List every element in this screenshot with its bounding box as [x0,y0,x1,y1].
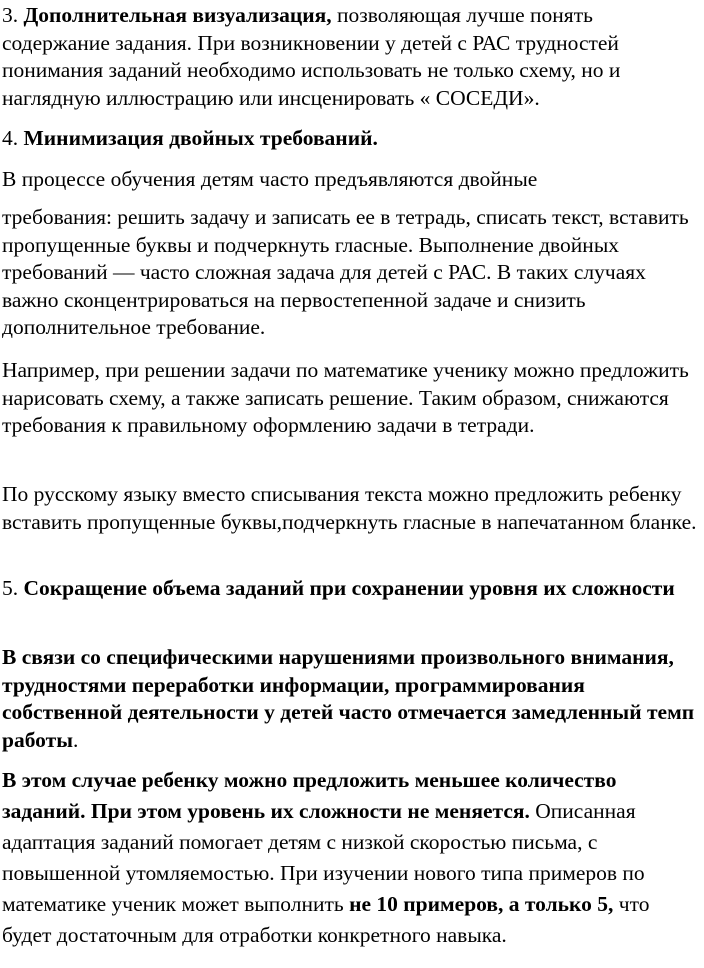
bold-text: не 10 примеров, а только 5, [349,892,614,916]
paragraph-text: позволяющая лучше понять содержание задания. При возникновении у детей с РАС трудностей понимания заданий необходимо использовать не только схему, но и наглядную иллюстрацию или инсценировать « СОСЕДИ». [2,3,621,110]
bold-text: В этом случае ребенку можно предложить меньшее количество заданий. При этом уровень их сложности не меняется. [2,768,617,823]
paragraph-fewer-tasks [2,765,700,951]
paragraph-text: требования: решить задачу и записать ее в тетрадь, списать текст, вставить пропущенные буквы и подчеркнуть гласные. Выполнение двойных требований — часто сложная задача для детей с РАС. В таких случаях важно сконцентрироваться на первостепенной задаче и снизить дополнительное требование. [2,205,689,339]
item-number: 5. [2,576,24,600]
item-number: 4. [2,126,24,150]
paragraph-text: В процессе обучения детям часто предъявляются двойные [2,167,538,191]
paragraph-text: По русскому языку вместо списывания текста можно предложить ребенку вставить пропущенные буквы,подчеркнуть гласные в напечатанном бланке. [2,482,697,534]
heading-reduce-volume [2,575,700,603]
paragraph-math-example [2,357,700,440]
paragraph-russian-example [2,481,700,536]
item-heading: Дополнительная визуализация, [23,3,332,27]
paragraph-text: что будет достаточным для отработки конкретного навыка. [2,892,650,947]
paragraph-double-requirements-intro [2,166,700,194]
item-heading: Сокращение объема заданий при сохранении уровня их сложности [23,576,675,600]
heading-double-requirements [2,125,700,153]
paragraph-text: . [73,727,79,752]
paragraph-text: Описанная адаптация заданий помогает детям с низкой скоростью письма, с повышенной утомляемостью. При изучении нового типа примеров по математике ученик может выполнить [2,799,645,916]
paragraph-double-requirements [2,204,700,342]
paragraph-slow-pace [2,644,700,754]
item-heading: Минимизация двойных требований. [23,126,378,150]
item-number: 3. [2,3,24,27]
paragraph-visualization [2,2,700,112]
paragraph-text: Например, при решении задачи по математике ученику можно предложить нарисовать схему, а также записать решение. Таким образом, снижаются требования к правильному оформлению задачи в тетради. [2,358,689,437]
bold-text: В связи со специфическими нарушениями произвольного внимания, трудностями переработки информации, программирования собственной деятельности у детей часто отмечается замедленный темп работы [2,645,695,752]
